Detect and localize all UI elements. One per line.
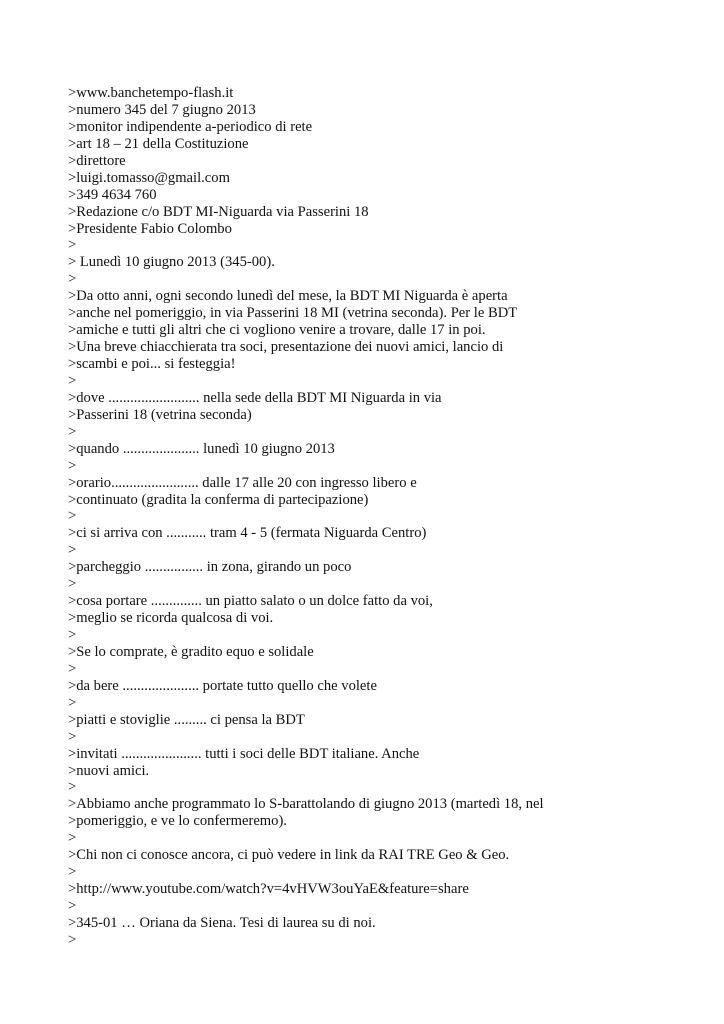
text-line: > Lunedì 10 giugno 2013 (345-00).	[68, 254, 275, 271]
text-line: >parcheggio ................ in zona, girando un poco	[68, 559, 352, 576]
text-line: >	[68, 830, 77, 847]
text-line: >piatti e stoviglie ......... ci pensa la BDT	[68, 711, 305, 728]
text-line: >	[68, 457, 77, 474]
text-line: >	[68, 271, 77, 288]
text-line: >	[68, 728, 77, 745]
text-line: >http://www.youtube.com/watch?v=4vHVW3ouYaE&feature=share	[68, 881, 469, 898]
text-line: >	[68, 372, 77, 389]
text-line: >	[68, 423, 77, 440]
text-line: >direttore	[68, 152, 126, 169]
text-line: >anche nel pomeriggio, in via Passerini 18 MI (vetrina seconda). Per le BDT	[68, 305, 518, 322]
text-line: >Abbiamo anche programmato lo S-barattolando di giugno 2013 (martedì 18, nel	[68, 796, 544, 813]
text-line: >	[68, 542, 77, 559]
text-line: >Da otto anni, ogni secondo lunedì del mese, la BDT MI Niguarda è aperta	[68, 288, 508, 305]
text-line: >invitati ...................... tutti i soci delle BDT italiane. Anche	[68, 745, 420, 762]
text-line: >Passerini 18 (vetrina seconda)	[68, 406, 252, 423]
text-line: >Redazione c/o BDT MI-Niguarda via Passerini 18	[68, 203, 369, 220]
text-line: >349 4634 760	[68, 186, 157, 203]
text-line: >	[68, 864, 77, 881]
text-line: >amiche e tutti gli altri che ci vogliono venire a trovare, dalle 17 in poi.	[68, 322, 486, 339]
text-line: >da bere ..................... portate tutto quello che volete	[68, 677, 377, 694]
text-line: >	[68, 508, 77, 525]
text-line: >	[68, 931, 77, 948]
text-line: >	[68, 627, 77, 643]
text-line: >luigi.tomasso@gmail.com	[68, 169, 230, 186]
text-line: >pomeriggio, e ve lo confermeremo).	[68, 813, 287, 830]
text-line: >www.banchetempo-flash.it	[68, 85, 234, 101]
text-line: >quando ..................... lunedì 10 giugno 2013	[68, 440, 335, 457]
text-line: >	[68, 779, 77, 796]
text-line: >art 18 – 21 della Costituzione	[68, 135, 249, 152]
document-page	[68, 85, 708, 949]
text-line: >continuato (gradita la conferma di partecipazione)	[68, 491, 369, 508]
text-line: >Se lo comprate, è gradito equo e solidale	[68, 643, 314, 660]
text-line: >	[68, 694, 77, 711]
text-line: >orario........................ dalle 17 alle 20 con ingresso libero e	[68, 474, 417, 491]
text-line: >Una breve chiacchierata tra soci, presentazione dei nuovi amici, lancio di	[68, 339, 504, 356]
text-line: >	[68, 660, 77, 677]
text-line: >scambi e poi... si festeggia!	[68, 356, 236, 372]
text-line: >dove ......................... nella sede della BDT MI Niguarda in via	[68, 389, 442, 406]
text-line: >numero 345 del 7 giugno 2013	[68, 101, 256, 118]
text-line: >	[68, 237, 77, 254]
text-line: >Chi non ci conosce ancora, ci può vedere in link da RAI TRE Geo & Geo.	[68, 847, 510, 864]
text-line: >ci si arriva con ........... tram 4 - 5 (fermata Niguarda Centro)	[68, 525, 427, 542]
text-line: >Presidente Fabio Colombo	[68, 220, 232, 237]
text-line: >	[68, 576, 77, 593]
text-line: >monitor indipendente a-periodico di rete	[68, 118, 313, 135]
text-line: >meglio se ricorda qualcosa di voi.	[68, 610, 274, 627]
text-line: >	[68, 898, 77, 914]
text-line: >cosa portare .............. un piatto salato o un dolce fatto da voi,	[68, 593, 433, 610]
text-line: >345-01 … Oriana da Siena. Tesi di laurea su di noi.	[68, 914, 376, 931]
text-line: >nuovi amici.	[68, 762, 150, 779]
